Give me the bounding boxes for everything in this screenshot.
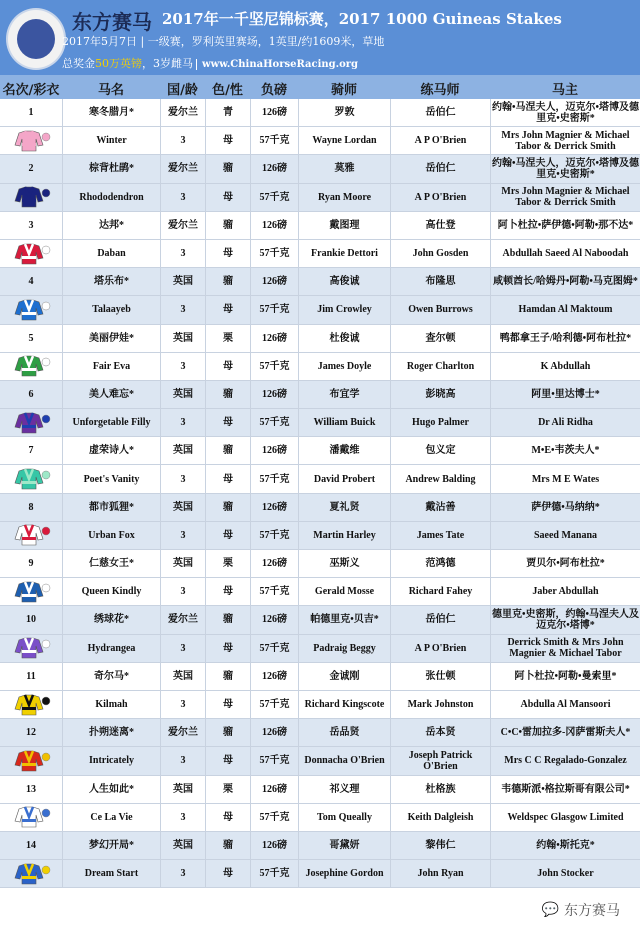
- weight-kg: 57千克: [250, 127, 298, 154]
- trainer-en: Richard Fahey: [390, 578, 490, 605]
- trainer: 岳伯仁: [390, 606, 490, 633]
- table-row: [0, 296, 640, 324]
- table-row: [0, 353, 640, 381]
- silk-icon: [0, 691, 62, 718]
- silk-icon: [0, 635, 62, 662]
- table-row: [0, 832, 640, 860]
- weight-kg: 57千克: [250, 804, 298, 831]
- age: 3: [160, 635, 205, 662]
- color: 骝: [205, 155, 250, 182]
- age: 3: [160, 522, 205, 549]
- sex: 母: [205, 127, 250, 154]
- trainer: 岳伯仁: [390, 99, 490, 126]
- jockey-en: William Buick: [298, 409, 390, 436]
- col-weight: 负磅: [260, 83, 287, 98]
- weight: 126磅: [250, 99, 298, 126]
- trainer: 张仕顿: [390, 663, 490, 690]
- weight: 126磅: [250, 663, 298, 690]
- silk-icon: [0, 409, 62, 436]
- race-title: 2017年一千坚尼锦标赛，2017 1000 Guineas Stakes: [162, 10, 562, 28]
- weight-kg: 57千克: [250, 296, 298, 323]
- owner: 贾贝尔•阿布杜拉*: [490, 550, 640, 577]
- owner-en: Mrs John Magnier & Michael Tabor & Derrick Smith: [490, 184, 640, 211]
- trainer: 杜格族: [390, 776, 490, 803]
- weight: 126磅: [250, 606, 298, 633]
- table-row: [0, 860, 640, 888]
- col-trainer: 练马师: [420, 83, 460, 98]
- trainer: 戴沾善: [390, 494, 490, 521]
- age: 3: [160, 240, 205, 267]
- weight-kg: 57千克: [250, 353, 298, 380]
- rank: 14: [26, 839, 36, 851]
- country: 英国: [160, 494, 205, 521]
- horse-name: 美人难忘*: [62, 381, 160, 408]
- country: 英国: [160, 776, 205, 803]
- prize-label: 总奖金: [62, 57, 95, 70]
- col-jockey: 骑师: [330, 83, 357, 98]
- owner: 萨伊德•马纳纳*: [490, 494, 640, 521]
- col-country-age: 国/龄: [167, 83, 198, 98]
- trainer-en: Andrew Balding: [390, 465, 490, 492]
- table-row: [0, 522, 640, 550]
- jockey: 莫雅: [298, 155, 390, 182]
- sex: 母: [205, 635, 250, 662]
- sex: 母: [205, 578, 250, 605]
- horse-name-en: Dream Start: [62, 860, 160, 887]
- website-link[interactable]: www.ChinaHorseRacing.org: [196, 59, 358, 70]
- table-header: [0, 75, 640, 99]
- weight: 126磅: [250, 381, 298, 408]
- jockey-en: Tom Queally: [298, 804, 390, 831]
- age: 3: [160, 184, 205, 211]
- sex: 母: [205, 860, 250, 887]
- jockey: 潘戴维: [298, 437, 390, 464]
- sex: 母: [205, 353, 250, 380]
- weight: 126磅: [250, 776, 298, 803]
- jockey: 高俊诚: [298, 268, 390, 295]
- country: 英国: [160, 325, 205, 352]
- sex: 母: [205, 240, 250, 267]
- jockey-en: Martin Harley: [298, 522, 390, 549]
- trainer: 包义定: [390, 437, 490, 464]
- color: 骝: [205, 381, 250, 408]
- trainer-en: Mark Johnston: [390, 691, 490, 718]
- weight-kg: 57千克: [250, 860, 298, 887]
- horse-name: 梦幻开局*: [62, 832, 160, 859]
- owner-en: Abdullah Saeed Al Naboodah: [490, 240, 640, 267]
- horse-name-en: Talaayeb: [62, 296, 160, 323]
- age: 3: [160, 804, 205, 831]
- horse-name-en: Kilmah: [62, 691, 160, 718]
- rank: 4: [28, 276, 34, 288]
- jockey-en: James Doyle: [298, 353, 390, 380]
- age: 3: [160, 296, 205, 323]
- table-row: [0, 325, 640, 353]
- jockey: 罗敦: [298, 99, 390, 126]
- weight: 126磅: [250, 719, 298, 746]
- owner-en: K Abdullah: [490, 353, 640, 380]
- owner-en: Abdulla Al Mansoori: [490, 691, 640, 718]
- country: 爱尔兰: [160, 155, 205, 182]
- color: 栗: [205, 776, 250, 803]
- owner-en: Mrs John Magnier & Michael Tabor & Derrick Smith: [490, 127, 640, 154]
- owner-en: Jaber Abdullah: [490, 578, 640, 605]
- horse-name: 绣球花*: [62, 606, 160, 633]
- rank: 7: [28, 445, 34, 457]
- jockey-en: David Probert: [298, 465, 390, 492]
- country: 爱尔兰: [160, 212, 205, 239]
- table-row: [0, 465, 640, 493]
- country: 英国: [160, 550, 205, 577]
- color: 骝: [205, 663, 250, 690]
- silk-icon: [0, 240, 62, 267]
- age: 3: [160, 465, 205, 492]
- horse-name-en: Rhododendron: [62, 184, 160, 211]
- weight: 126磅: [250, 155, 298, 182]
- jockey: 祁义理: [298, 776, 390, 803]
- horse-name: 寒冬腊月*: [62, 99, 160, 126]
- table-row: [0, 99, 640, 127]
- table-row: [0, 776, 640, 804]
- age: 3: [160, 353, 205, 380]
- jockey-en: Josephine Gordon: [298, 860, 390, 887]
- owner: C•C•雷加拉多-冈萨雷斯夫人*: [490, 719, 640, 746]
- table-row: [0, 719, 640, 747]
- trainer-en: Hugo Palmer: [390, 409, 490, 436]
- trainer-en: John Ryan: [390, 860, 490, 887]
- rank: 5: [28, 332, 34, 344]
- horse-name: 虚荣诗人*: [62, 437, 160, 464]
- jockey: 杜俊诚: [298, 325, 390, 352]
- horse-name: 塔乐布*: [62, 268, 160, 295]
- sex: 母: [205, 409, 250, 436]
- weight: 126磅: [250, 268, 298, 295]
- rank: 1: [28, 107, 34, 119]
- silk-icon: [0, 184, 62, 211]
- horse-name: 扑朔迷离*: [62, 719, 160, 746]
- horse-name-en: Fair Eva: [62, 353, 160, 380]
- trainer-en: A P O'Brien: [390, 635, 490, 662]
- color: 骝: [205, 437, 250, 464]
- jockey-en: Wayne Lordan: [298, 127, 390, 154]
- jockey: 帕德里克•贝吉*: [298, 606, 390, 633]
- owner-en: Mrs C C Regalado-Gonzalez: [490, 747, 640, 774]
- color: 骝: [205, 719, 250, 746]
- country: 英国: [160, 268, 205, 295]
- jockey: 岳品贤: [298, 719, 390, 746]
- owner: 约翰•马涅夫人，迈克尔•塔博及德里克•史密斯*: [490, 99, 640, 126]
- silk-icon: [0, 522, 62, 549]
- country: 英国: [160, 832, 205, 859]
- owner-en: Mrs M E Wates: [490, 465, 640, 492]
- china-horse-racing-logo: [6, 8, 66, 70]
- age: 3: [160, 747, 205, 774]
- table-row: [0, 550, 640, 578]
- horse-name-en: Ce La Vie: [62, 804, 160, 831]
- country: 爱尔兰: [160, 606, 205, 633]
- rank: 12: [26, 727, 36, 739]
- color: 骝: [205, 268, 250, 295]
- owner: 约翰•斯托克*: [490, 832, 640, 859]
- silk-icon: [0, 578, 62, 605]
- horse-name-en: Urban Fox: [62, 522, 160, 549]
- age: 3: [160, 409, 205, 436]
- rank: 2: [28, 163, 34, 175]
- jockey-en: Jim Crowley: [298, 296, 390, 323]
- horse-name-en: Poet's Vanity: [62, 465, 160, 492]
- horse-name-en: Intricately: [62, 747, 160, 774]
- trainer: 高仕登: [390, 212, 490, 239]
- trainer: 查尔顿: [390, 325, 490, 352]
- horse-name-en: Daban: [62, 240, 160, 267]
- owner-en: John Stocker: [490, 860, 640, 887]
- weight-kg: 57千克: [250, 240, 298, 267]
- header-banner: [0, 0, 640, 75]
- color: 栗: [205, 550, 250, 577]
- table-row: [0, 268, 640, 296]
- silk-icon: [0, 465, 62, 492]
- table-row: [0, 127, 640, 155]
- trainer-en: James Tate: [390, 522, 490, 549]
- race-subtitle: 2017年5月7日 | 一级赛，罗利英里赛场，1英里/约1609米，草地: [62, 35, 385, 48]
- jockey-en: Ryan Moore: [298, 184, 390, 211]
- horse-name: 奇尔马*: [62, 663, 160, 690]
- silk-icon: [0, 296, 62, 323]
- country: 英国: [160, 663, 205, 690]
- owner-en: Weldspec Glasgow Limited: [490, 804, 640, 831]
- sex: 母: [205, 184, 250, 211]
- horse-name-en: Hydrangea: [62, 635, 160, 662]
- footer: [0, 888, 640, 932]
- jockey-en: Gerald Mosse: [298, 578, 390, 605]
- table-row: [0, 747, 640, 775]
- rank: 13: [26, 783, 36, 795]
- runners-table: [0, 99, 640, 888]
- trainer: 岳伯仁: [390, 155, 490, 182]
- owner: 约翰•马涅夫人，迈克尔•塔博及德里克•史密斯*: [490, 155, 640, 182]
- weight: 126磅: [250, 212, 298, 239]
- jockey-en: Richard Kingscote: [298, 691, 390, 718]
- horse-name: 美丽伊娃*: [62, 325, 160, 352]
- owner: 韦德斯派•格拉斯哥有限公司*: [490, 776, 640, 803]
- jockey-en: Padraig Beggy: [298, 635, 390, 662]
- horse-name: 棕背杜鹃*: [62, 155, 160, 182]
- weight: 126磅: [250, 325, 298, 352]
- sex: 母: [205, 465, 250, 492]
- owner: M•E•韦茨夫人*: [490, 437, 640, 464]
- col-owner: 马主: [551, 83, 578, 98]
- table-row: [0, 240, 640, 268]
- jockey-en: Donnacha O'Brien: [298, 747, 390, 774]
- owner: 阿卜杜拉•阿勒•曼索里*: [490, 663, 640, 690]
- color: 青: [205, 99, 250, 126]
- weight-kg: 57千克: [250, 578, 298, 605]
- trainer: 范鸿德: [390, 550, 490, 577]
- weight-kg: 57千克: [250, 522, 298, 549]
- horse-name: 都市狐狸*: [62, 494, 160, 521]
- rank: 9: [28, 558, 34, 570]
- table-row: [0, 184, 640, 212]
- silk-icon: [0, 860, 62, 887]
- table-row: [0, 691, 640, 719]
- weight: 126磅: [250, 832, 298, 859]
- silk-icon: [0, 353, 62, 380]
- silk-icon: [0, 804, 62, 831]
- rank: 3: [28, 219, 34, 231]
- weight: 126磅: [250, 550, 298, 577]
- color: 骝: [205, 212, 250, 239]
- sex: 母: [205, 522, 250, 549]
- age: 3: [160, 127, 205, 154]
- weight-kg: 57千克: [250, 184, 298, 211]
- horse-name: 人生如此*: [62, 776, 160, 803]
- weight-kg: 57千克: [250, 465, 298, 492]
- wechat-icon: 💬: [541, 902, 559, 918]
- rank: 10: [26, 614, 36, 626]
- sex: 母: [205, 691, 250, 718]
- brand-name: 东方赛马: [72, 10, 152, 34]
- trainer-en: A P O'Brien: [390, 184, 490, 211]
- country: 爱尔兰: [160, 99, 205, 126]
- weight-kg: 57千克: [250, 635, 298, 662]
- table-row: [0, 663, 640, 691]
- jockey: 哥黛妍: [298, 832, 390, 859]
- owner-en: Dr Ali Ridha: [490, 409, 640, 436]
- trainer: 岳本贤: [390, 719, 490, 746]
- silk-icon: [0, 747, 62, 774]
- prize-amount: 50万英镑: [95, 57, 142, 70]
- jockey: 戴图理: [298, 212, 390, 239]
- trainer-en: John Gosden: [390, 240, 490, 267]
- table-row: [0, 578, 640, 606]
- prize-line: [62, 55, 358, 71]
- trainer: 布隆思: [390, 268, 490, 295]
- age: 3: [160, 691, 205, 718]
- table-row: [0, 804, 640, 832]
- owner-en: Hamdan Al Maktoum: [490, 296, 640, 323]
- horse-name-en: Queen Kindly: [62, 578, 160, 605]
- col-rank-silk: 名次/彩衣: [2, 83, 60, 98]
- owner: 阿里•里达博士*: [490, 381, 640, 408]
- weight: 126磅: [250, 437, 298, 464]
- owner: 阿卜杜拉•萨伊德•阿勒•那不达*: [490, 212, 640, 239]
- sex: 母: [205, 804, 250, 831]
- silk-icon: [0, 127, 62, 154]
- color: 骝: [205, 494, 250, 521]
- country: 爱尔兰: [160, 719, 205, 746]
- owner-en: Saeed Manana: [490, 522, 640, 549]
- table-row: [0, 494, 640, 522]
- country: 英国: [160, 437, 205, 464]
- table-row: [0, 437, 640, 465]
- horse-name-en: Winter: [62, 127, 160, 154]
- table-row: [0, 606, 640, 634]
- jockey: 金诚刚: [298, 663, 390, 690]
- weight-kg: 57千克: [250, 409, 298, 436]
- trainer-en: A P O'Brien: [390, 127, 490, 154]
- sex: 母: [205, 747, 250, 774]
- trainer-en: Joseph Patrick O'Brien: [390, 747, 490, 774]
- trainer-en: Owen Burrows: [390, 296, 490, 323]
- trainer: 黎伟仁: [390, 832, 490, 859]
- color: 骝: [205, 606, 250, 633]
- table-row: [0, 409, 640, 437]
- sex: 母: [205, 296, 250, 323]
- trainer: 彭晓高: [390, 381, 490, 408]
- rank: 11: [26, 670, 36, 682]
- weight: 126磅: [250, 494, 298, 521]
- owner: 鸭都拿王子/哈利德•阿布杜拉*: [490, 325, 640, 352]
- jockey: 夏礼贤: [298, 494, 390, 521]
- col-horse: 马名: [97, 83, 124, 98]
- jockey: 布宜学: [298, 381, 390, 408]
- table-row: [0, 155, 640, 183]
- weight-kg: 57千克: [250, 691, 298, 718]
- prize-rest: ，3岁雌马: [142, 57, 193, 70]
- jockey-en: Frankie Dettori: [298, 240, 390, 267]
- country: 英国: [160, 381, 205, 408]
- jockey: 巫斯义: [298, 550, 390, 577]
- wechat-account: 东方赛马: [564, 903, 620, 919]
- table-row: [0, 635, 640, 663]
- trainer-en: Roger Charlton: [390, 353, 490, 380]
- rank: 8: [28, 501, 34, 513]
- wechat-watermark: [542, 900, 620, 920]
- horse-name: 达邦*: [62, 212, 160, 239]
- table-row: [0, 381, 640, 409]
- color: 栗: [205, 325, 250, 352]
- trainer-en: Keith Dalgleish: [390, 804, 490, 831]
- weight-kg: 57千克: [250, 747, 298, 774]
- horse-name-en: Unforgetable Filly: [62, 409, 160, 436]
- horse-name: 仁慈女王*: [62, 550, 160, 577]
- owner: 咸顿酋长/哈姆丹•阿勒•马克图姆*: [490, 268, 640, 295]
- owner: 德里克•史密斯，约翰•马涅夫人及迈克尔•塔博*: [490, 606, 640, 633]
- col-color-sex: 色/性: [212, 83, 243, 98]
- color: 骝: [205, 832, 250, 859]
- age: 3: [160, 578, 205, 605]
- age: 3: [160, 860, 205, 887]
- owner-en: Derrick Smith & Mrs John Magnier & Michael Tabor: [490, 635, 640, 662]
- table-row: [0, 212, 640, 240]
- rank: 6: [28, 388, 34, 400]
